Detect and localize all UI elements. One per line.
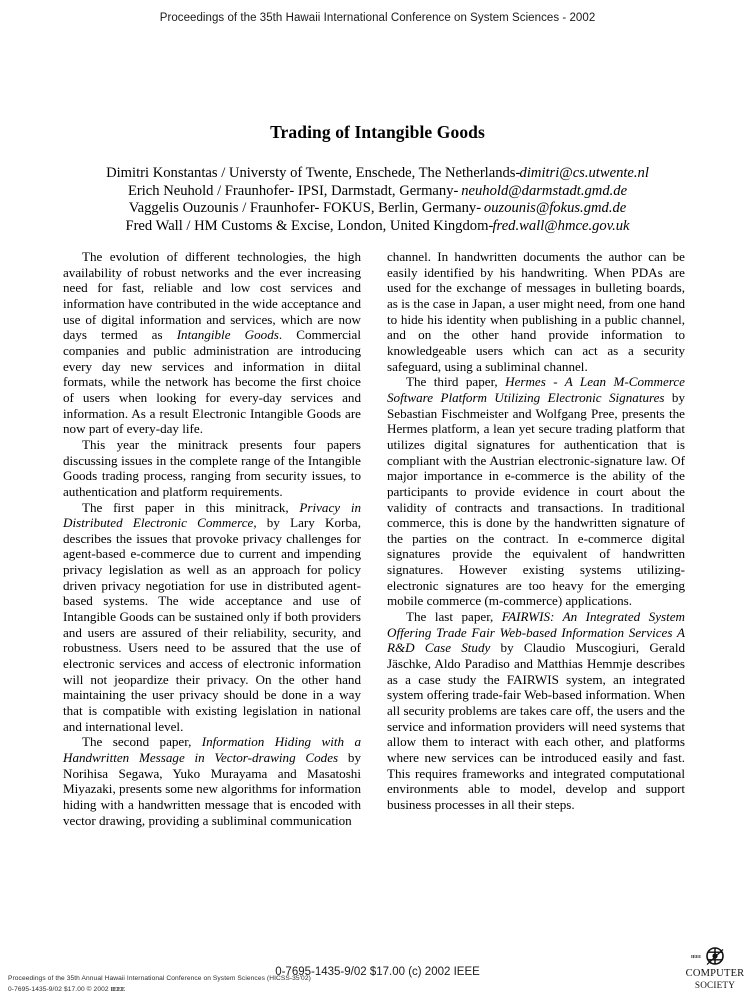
paragraph-minitrack-overview [63, 437, 361, 500]
paragraph-paper-one [63, 500, 361, 735]
paragraph-text: The evolution of different technologies, the high availability of robust networks and the ever increasing need for fast, reliable and low cost services and information have contributed in the wide acceptance and use of digital information and services, which are now days termed as [63, 249, 361, 343]
paragraph-text: The last paper, [406, 609, 502, 625]
paper-title-citation: Information Hiding with a Handwritten Message in Vector-drawing Codes [63, 734, 361, 765]
paragraph-text: The second paper, [82, 734, 202, 750]
paragraph-text: The first paper in this minitrack, [82, 499, 300, 515]
author-separator: - [488, 217, 493, 234]
author-affiliation: Dimitri Konstantas / Universty of Twente, Enschede, The Netherlands [106, 165, 516, 181]
paragraph-intro [63, 249, 361, 437]
author-separator: - [453, 182, 458, 199]
logo-line-computer: COMPUTER [685, 968, 745, 979]
body-text-area [63, 249, 685, 828]
paragraph-text: by Sebastian Fischmeister and Wolfgang Pree, presents the Hermes platform, a lean yet secure trading platform that utilizes digital signatures for authentication that is compliant with the Austrian electronic-signature law. Of major importance in e-commerce is the ability of the participants to provide evidence in court about the validity of contracts and transactions. In traditional commerce, this is done by the handwritten signature of the parties on the contract. In e-commerce digital signatures provide the equivalent of handwritten signatures. However existing systems utilizing-electronic signatures are too heavy for the emerging mobile commerce (m-commerce) applications. [387, 389, 685, 609]
column-left [63, 249, 361, 828]
paragraph-text: This year the minitrack presents four papers discussing issues in the complete range of the Intangible Goods trading process, ranging from security issues, to authentication and platform requirements. [63, 436, 361, 499]
paragraph-paper-two [63, 734, 361, 828]
author-line [45, 165, 710, 183]
author-line [45, 218, 710, 236]
paragraph-text: , by Lary Korba, describes the issues that provoke privacy challenges for agent-based e-commerce due to current and impending privacy legislation as well as an approach for policy driven privacy negotiation for use in distributed agent-based systems. The wide acceptance and use of Intangible Goods can be sustained only if both providers and users are assured of their reliability, security, and robustness. Users need to be assured that the use of electronic services and access of electronic information will not jeopardize their privacy. On the other hand maintaining the user privacy should be done in a way that is compatible with existing legislation in national and international level. [63, 515, 361, 734]
emphasis-term: Intangible Goods [176, 327, 279, 343]
page-title: Trading of Intangible Goods [270, 122, 485, 142]
column-right [387, 249, 685, 828]
author-line [45, 200, 710, 218]
author-email[interactable]: dimitri@cs.utwente.nl [519, 165, 649, 181]
paragraph-text: The third paper, [406, 374, 506, 390]
paper-title-citation: Privacy in Distributed Electronic Commerce [63, 499, 362, 531]
author-line [45, 183, 710, 201]
ieee-logotype: IEEE [110, 986, 125, 993]
author-email[interactable]: ouzounis@fokus.gmd.de [483, 200, 627, 217]
author-affiliation: Fred Wall / HM Customs & Excise, London, United Kingdom [125, 217, 489, 234]
paragraph-text: channel. In handwritten documents the author can be easily identified by his handwriting. When PDAs are used for the exchange of messages in bulleting boards, as is the case in Japan, a user might need, from one hand to hide his identity when publishing in a public channel, and on the other hand provide information to knowledgeable users which can act as a security safeguard, using a subliminal channel. [387, 249, 685, 374]
author-affiliation: Vaggelis Ouzounis / Fraunhofer- FOKUS, Berlin, Germany [128, 200, 477, 217]
author-affiliation: Erich Neuhold / Fraunhofer- IPSI, Darmstadt, Germany [127, 182, 454, 199]
footer-scan-conference-line: Proceedings of the 35th Annual Hawaii International Conference on System Sciences (HICSS-35'02) [8, 975, 311, 982]
author-separator: - [476, 200, 481, 217]
footer-copyright-text: 0-7695-1435-9/02 $17.00 © 2002 [8, 986, 111, 993]
author-email[interactable]: neuhold@darmstadt.gmd.de [461, 182, 628, 199]
author-separator: - [515, 165, 520, 181]
ieee-computer-society-logo [683, 946, 747, 991]
paper-title-citation: FAIRWIS: An Integrated System Offering Trade Fair Web-based Information Services A R&D Case Study [387, 609, 686, 656]
footer-isbn-line: 0-7695-1435-9/02 $17.00 (c) 2002 IEEE [275, 966, 480, 978]
paragraph-paper-four [387, 609, 685, 813]
paragraph-text: by Claudio Muscogiuri, Gerald Jäschke, Aldo Paradiso and Matthias Hemmje describes as a case study the FAIRWIS system, an integrated system offering trade-fair Web-based information. When all security problems are takes care off, the users and the service and information providers will need systems that allow them to interact with each other, and platforms where new services can be introduced easily and fast. This requires frameworks and integrated computational environments able to model, develop and support business processes in all their steps. [387, 640, 686, 812]
paragraph-paper-two-continued [387, 249, 685, 374]
running-head: Proceedings of the 35th Hawaii International Conference on System Sciences - 2002 [159, 12, 596, 24]
paper-title-citation: Hermes - A Lean M-Commerce Software Platform Utilizing Electronic Signatures [387, 374, 685, 405]
footer-scan-copyright-line [8, 986, 125, 993]
author-email[interactable]: fred.wall@hmce.gov.uk [492, 217, 630, 234]
title-block [45, 122, 710, 235]
paragraph-paper-three [387, 374, 685, 609]
ieee-wordmark-small: IEEE [691, 954, 702, 959]
logo-line-society: SOCIETY [694, 979, 736, 990]
paragraph-text: . Commercial companies and public administration are introducing every day new services and information in diital formats, while the network has become the first choice of users when looking for every-day services and information. As a result Electronic Intangible Goods are now part of every-day life. [63, 327, 361, 437]
paragraph-text: by Norihisa Segawa, Yuko Murayama and Masatoshi Miyazaki, presents some new algorithms for information hiding with a handwritten message that is encoded with vector drawing, providing a subliminal communication [63, 750, 361, 828]
